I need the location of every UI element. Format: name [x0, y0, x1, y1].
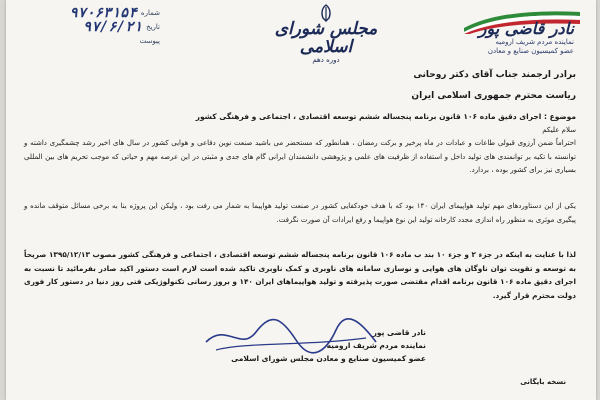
sender-committee: عضو کمیسیون صنایع و معادن [487, 47, 574, 55]
letter-greeting: سلام علیکم [542, 126, 576, 134]
addressee-block [24, 68, 576, 110]
sender-name: نادر قاضی پور [478, 19, 574, 38]
paragraph-3: لذا با عنایت به اینکه در جزء ۲ و جزء ۱۰ بند ب ماده ۱۰۶ قانون برنامه پنجساله ششم توسعه اقتصادی ، اجتماعی و فرهنگی کشور مصوب ۱۳۹۵/۱۲/۱۳ صریحاً به توسعه و تقویت توان ناوگان های هوایی و نوسازی سامانه های ناوبری و کمک ناوبری تاکید شده است لازم است دستور اکید صادر بفرمائید تا نسبت به اجرای دقیق ماده ۱۰۶ قانون برنامه اقدام مقتضی صورت پذیرفته و تولید هواپیماهای ایران ۱۴۰ و بروز رسانی تکنولوژیکی فنی روز دنیا در دستور کار فوری دولت محترم قرار گیرد. [24, 250, 577, 300]
signer-committee: عضو کمیسیون صنایع و معادن مجلس شورای اسلامی [231, 354, 426, 363]
date-label: تاریخ [146, 23, 160, 31]
paragraph-2: یکی از این دستاوردهای مهم تولید هواپیمای ایران ۱۴۰ بود که با هدف خودکفایی کشور در صنعت تولید هواپیما به شمار می رفت بود ، ولیکن این پروژه بنا به برخی مسائل متوقف مانده و پیگیری موثری به منظور راه اندازی مجدد کارخانه تولید این نوع هواپیما و رفع ایرادات آن صورت نگرفت. [24, 202, 576, 224]
reference-block [20, 6, 160, 48]
sender-header [464, 20, 574, 56]
parliament-term: دوره دهم [312, 56, 340, 64]
archive-copy-label: نسخه بایگانی [520, 378, 566, 386]
letter-number: ۹۷۰۶۳۱۵۴ [69, 5, 137, 21]
paragraph-1: احتراماً ضمن آرزوی قبولی طاعات و عبادات در ماه پرخیر و برکت رمضان ، همانطور که مستحضر می باشید صنعت نوین دفاعی و هوایی کشور در سال های اخیر رشد چشمگیری داشته و توانسته با تکیه بر توانمندی های تولید داخل و استفاده از ظرفیت های علمی و پژوهشی دانشمندان ایرانی گام های جدی و مثبتی در این عرصه مهم و حیاتی که موجب تحریم های بین المللی بسیاری نیز برای کشور بوده ، بردارد. [24, 139, 576, 175]
addressee-line-1: برادر ارجمند جناب آقای دکتر روحانی [413, 70, 576, 80]
letter-subject: موضوع : اجرای دقیق ماده ۱۰۶ قانون برنامه پنجساله ششم توسعه اقتصادی ، اجتماعی و فرهنگی کشور [195, 112, 576, 121]
emblem-icon [315, 4, 337, 22]
signer-role: نماینده مردم شریف ارومیه [326, 341, 426, 350]
sender-role: نماینده مردم شریف ارومیه [495, 38, 574, 46]
letter-sheet [6, 0, 596, 400]
attachment-label: پیوست [139, 37, 160, 45]
signature-block [196, 326, 426, 365]
parliament-emblem [256, 4, 396, 64]
signer-name: نادر قاضی پور [372, 328, 426, 337]
addressee-line-2: ریاست محترم جمهوری اسلامی ایران [411, 91, 576, 101]
letter-date: ۹۷/۶/۲۱ [83, 19, 143, 35]
number-label: شماره [140, 9, 160, 17]
parliament-title: مجلس شورای اسلامی [274, 19, 378, 57]
